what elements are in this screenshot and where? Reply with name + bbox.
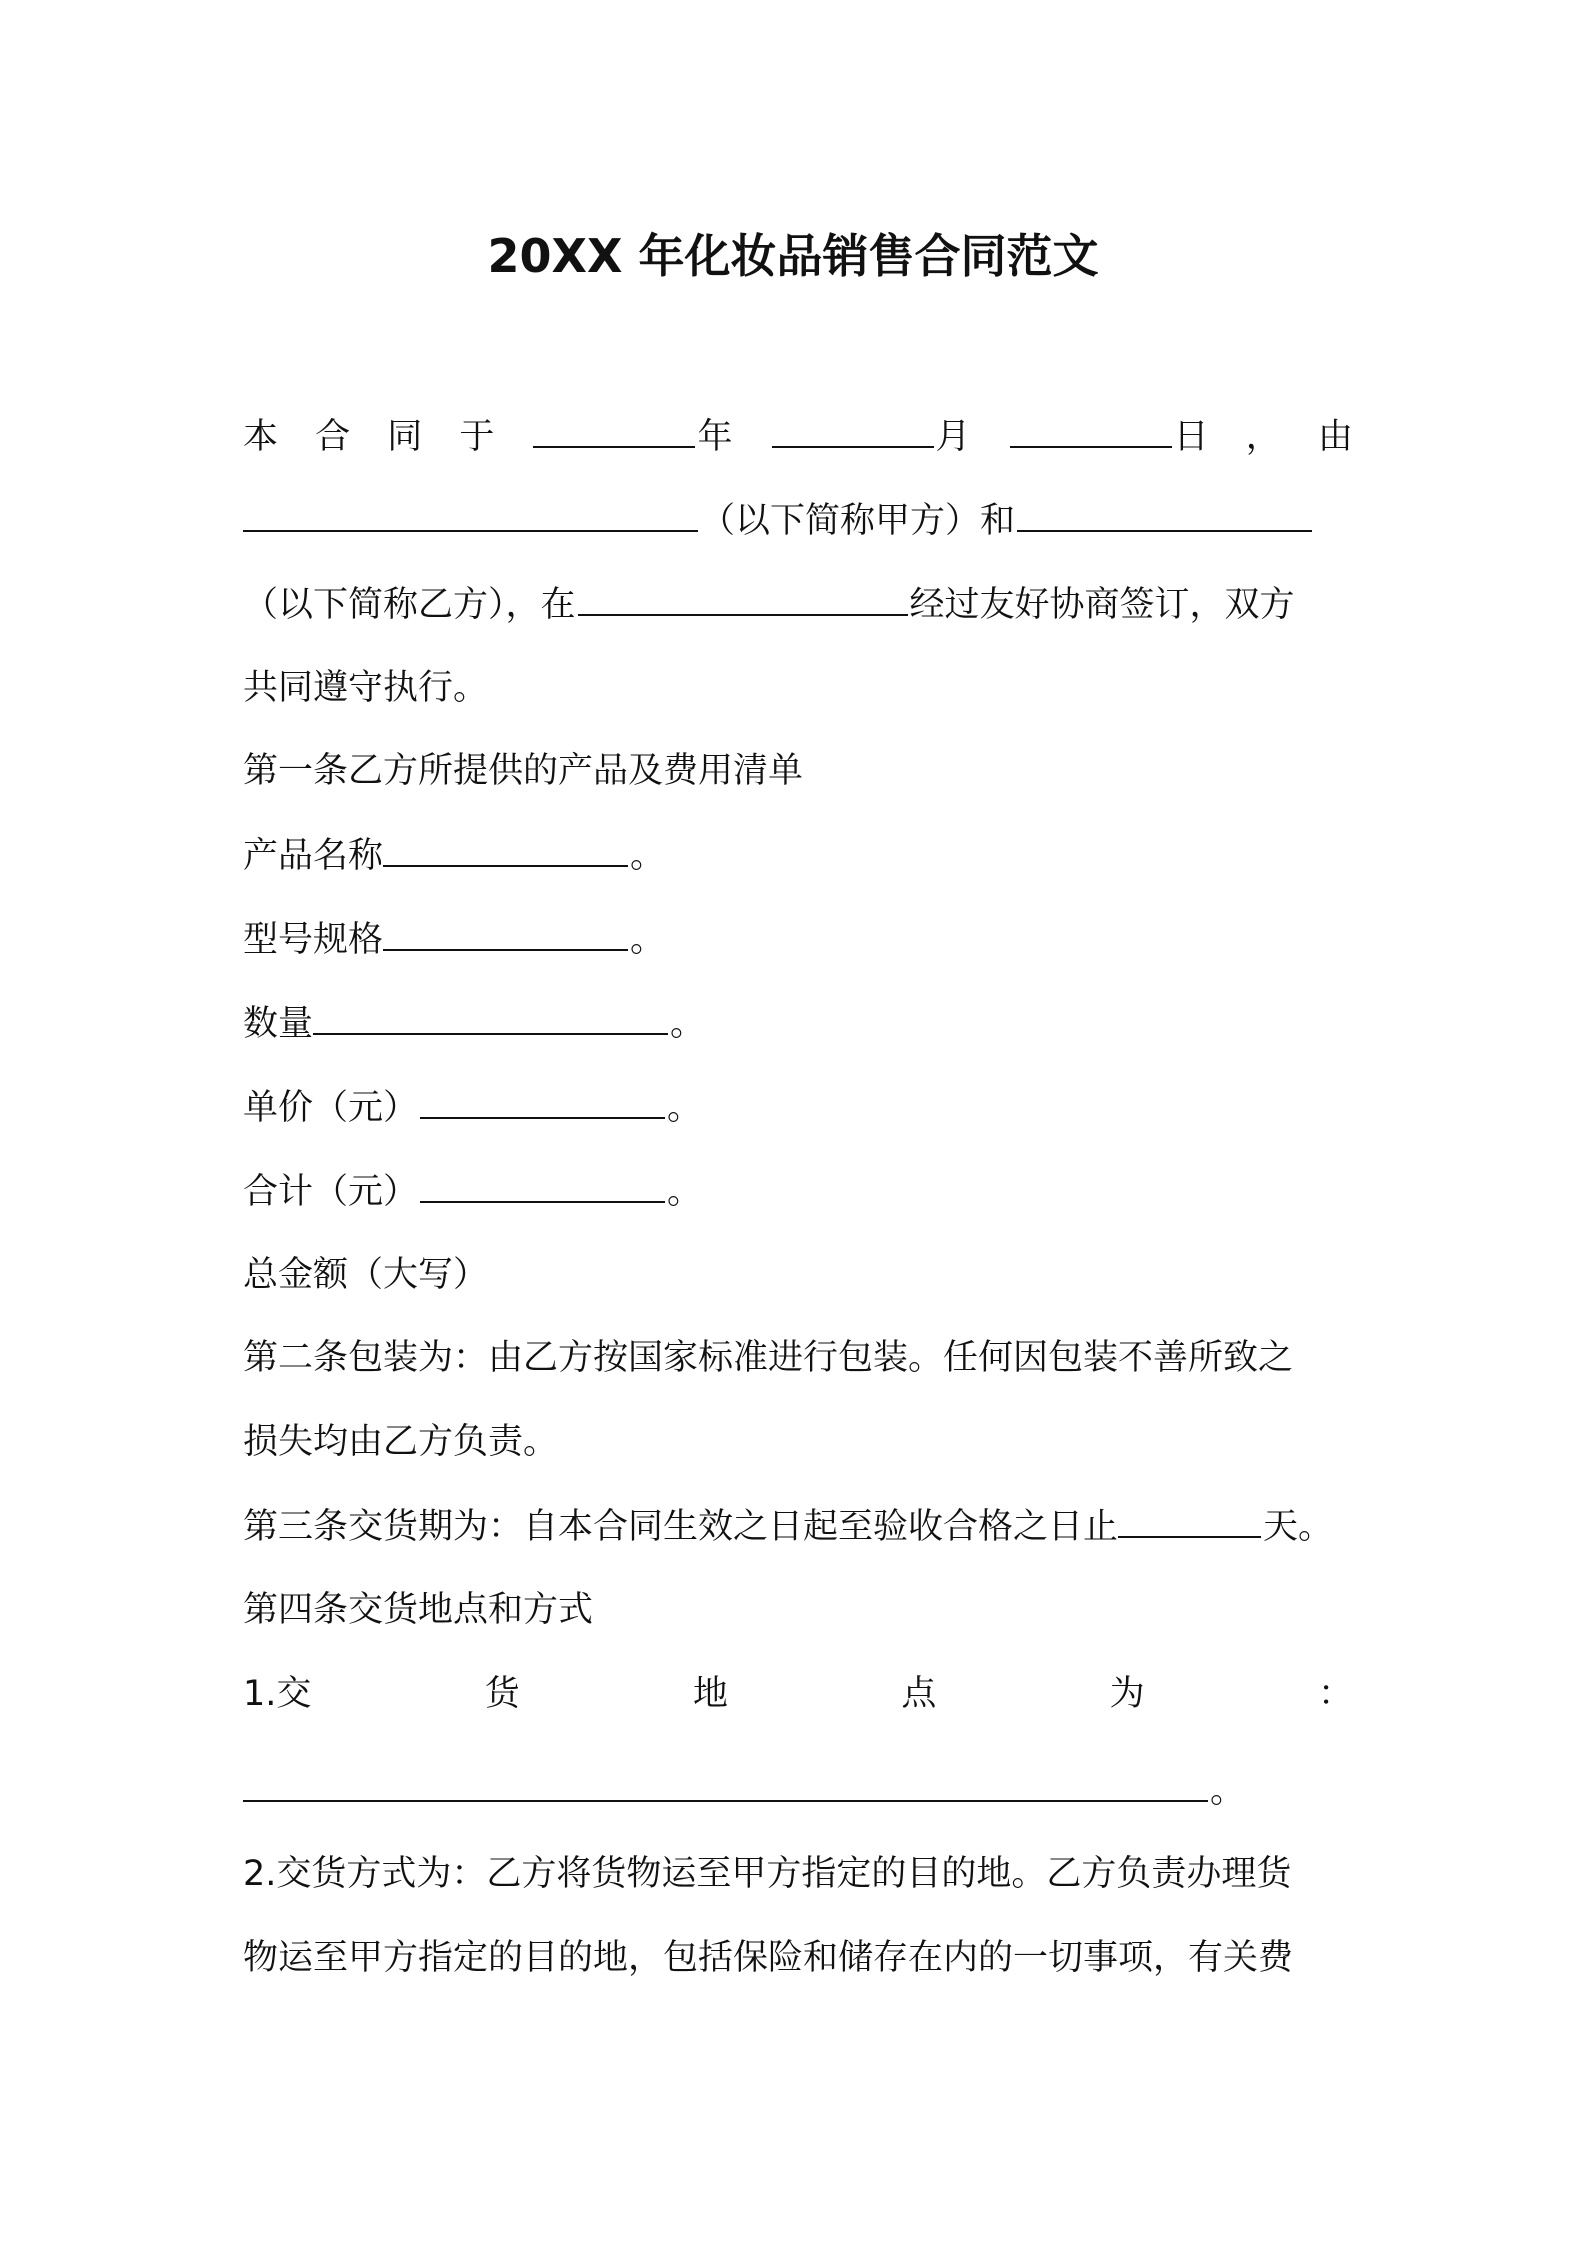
- blank-line: [533, 408, 695, 448]
- article-3-line: [243, 1498, 1353, 1554]
- intro-char: 同: [387, 417, 423, 457]
- quantity-blank: [313, 995, 668, 1035]
- period: 。: [670, 1004, 706, 1044]
- place-blank: [578, 576, 908, 616]
- day-label: 日: [1173, 417, 1209, 457]
- intro-char: 合: [315, 417, 351, 457]
- intro-line-4: 共同遵守执行。: [243, 668, 489, 708]
- period: 。: [630, 920, 666, 960]
- document-title: 20XX 年化妆品销售合同范文: [487, 229, 1099, 283]
- total-row: [243, 1163, 1353, 1219]
- product-name-blank: [383, 827, 628, 867]
- unit-price-row: [243, 1079, 1353, 1135]
- article-4-heading: 第四条交货地点和方式: [243, 1590, 594, 1630]
- total-amount-row: 总金额（大写）: [243, 1255, 489, 1295]
- party-a-label: （以下简称甲方）和: [700, 501, 1016, 541]
- period: 。: [667, 1088, 703, 1128]
- period: 。: [667, 1172, 703, 1212]
- intro-by: 由: [1317, 417, 1353, 457]
- period: 。: [1210, 1771, 1246, 1811]
- article-2-line-2: 损失均由乙方负责。: [243, 1422, 559, 1462]
- unit-price-blank: [420, 1079, 665, 1119]
- blank-line: [1010, 408, 1172, 448]
- article-3-suffix: 天。: [1263, 1507, 1334, 1547]
- year-field: [531, 408, 732, 465]
- intro-line-3: [243, 576, 1353, 632]
- place-char: 点: [901, 1674, 937, 1714]
- place-char: ：: [1317, 1674, 1353, 1714]
- delivery-place-blank-line: [243, 1762, 1353, 1818]
- product-name-row: [243, 827, 1353, 883]
- total-label: 合计（元）: [243, 1172, 419, 1212]
- period: 。: [630, 836, 666, 876]
- year-label: 年: [697, 417, 733, 457]
- month-label: 月: [935, 417, 971, 457]
- quantity-row: [243, 995, 1353, 1051]
- place-char: 1.交: [243, 1674, 312, 1714]
- party-a-blank: [243, 492, 698, 532]
- model-row: [243, 911, 1353, 967]
- intro-comma: ，: [1245, 417, 1281, 457]
- day-field: [1008, 408, 1209, 465]
- model-label: 型号规格: [243, 920, 384, 960]
- model-blank: [383, 911, 628, 951]
- delivery-method-line-2: 物运至甲方指定的目的地，包括保险和储存在内的一切事项，有关费: [243, 1938, 1294, 1978]
- party-b-blank: [1017, 492, 1312, 532]
- intro-line-1: [243, 408, 1353, 464]
- delivery-place-blank: [243, 1762, 1208, 1802]
- delivery-method-line-1: 2.交货方式为：乙方将货物运至甲方指定的目的地。乙方负责办理货: [243, 1854, 1292, 1894]
- article-2-line-1: 第二条包装为：由乙方按国家标准进行包装。任何因包装不善所致之: [243, 1338, 1294, 1378]
- month-field: [770, 408, 971, 465]
- intro-line-2: [243, 492, 1353, 548]
- quantity-label: 数量: [243, 1004, 314, 1044]
- place-char: 货: [484, 1674, 520, 1714]
- negotiated-text: 经过友好协商签订，双方: [909, 585, 1295, 625]
- place-char: 地: [693, 1674, 729, 1714]
- intro-char: 本: [243, 417, 279, 457]
- article-1-heading: 第一条乙方所提供的产品及费用清单: [243, 751, 804, 791]
- article-3-text: 第三条交货期为：自本合同生效之日起至验收合格之日止: [243, 1507, 1119, 1547]
- intro-char: 于: [459, 417, 495, 457]
- delivery-days-blank: [1118, 1498, 1261, 1538]
- total-blank: [420, 1163, 665, 1203]
- product-name-label: 产品名称: [243, 836, 384, 876]
- unit-price-label: 单价（元）: [243, 1088, 419, 1128]
- party-b-label: （以下简称乙方），在: [243, 585, 576, 625]
- blank-line: [772, 408, 934, 448]
- place-char: 为: [1109, 1674, 1145, 1714]
- delivery-place-line: [243, 1666, 1353, 1722]
